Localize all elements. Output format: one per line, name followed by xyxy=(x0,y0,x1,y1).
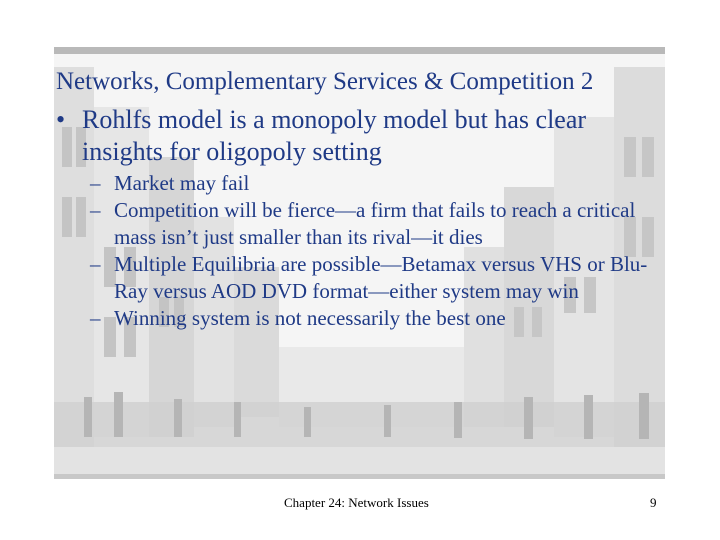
slide-title: Networks, Complementary Services & Competition 2 xyxy=(56,68,594,95)
sub-bullet-item xyxy=(90,305,655,332)
sub-bullet-item xyxy=(90,170,655,197)
main-bullet-text: Rohlfs model is a monopoly model but has clear insights for oligopoly setting xyxy=(82,105,587,166)
slide-footer xyxy=(0,495,720,517)
sub-bullet-text: Multiple Equilibria are possible—Betamax versus VHS or Blu-Ray versus AOD DVD format—either system may win xyxy=(114,252,648,303)
sub-bullet-text: Market may fail xyxy=(114,171,250,195)
chapter-label: Chapter 24: Network Issues xyxy=(284,495,429,510)
sub-bullet-list xyxy=(90,170,655,332)
sub-bullet-text: Competition will be fierce—a firm that fails to reach a critical mass isn’t just smaller than its rival—it dies xyxy=(114,198,636,249)
page-number: 9 xyxy=(650,495,657,510)
sub-bullet-dash: – xyxy=(90,171,101,195)
photo-bottom-border xyxy=(54,474,665,479)
sub-bullet-item xyxy=(90,197,655,251)
sub-bullet-text: Winning system is not necessarily the best one xyxy=(114,306,506,330)
sub-bullet-dash: – xyxy=(90,198,101,222)
bullet-mark: • xyxy=(56,105,66,134)
sub-bullet-dash: – xyxy=(90,252,101,276)
sub-bullet-item xyxy=(90,251,655,305)
photo-top-border xyxy=(54,47,665,54)
sub-bullet-dash: – xyxy=(90,306,101,330)
